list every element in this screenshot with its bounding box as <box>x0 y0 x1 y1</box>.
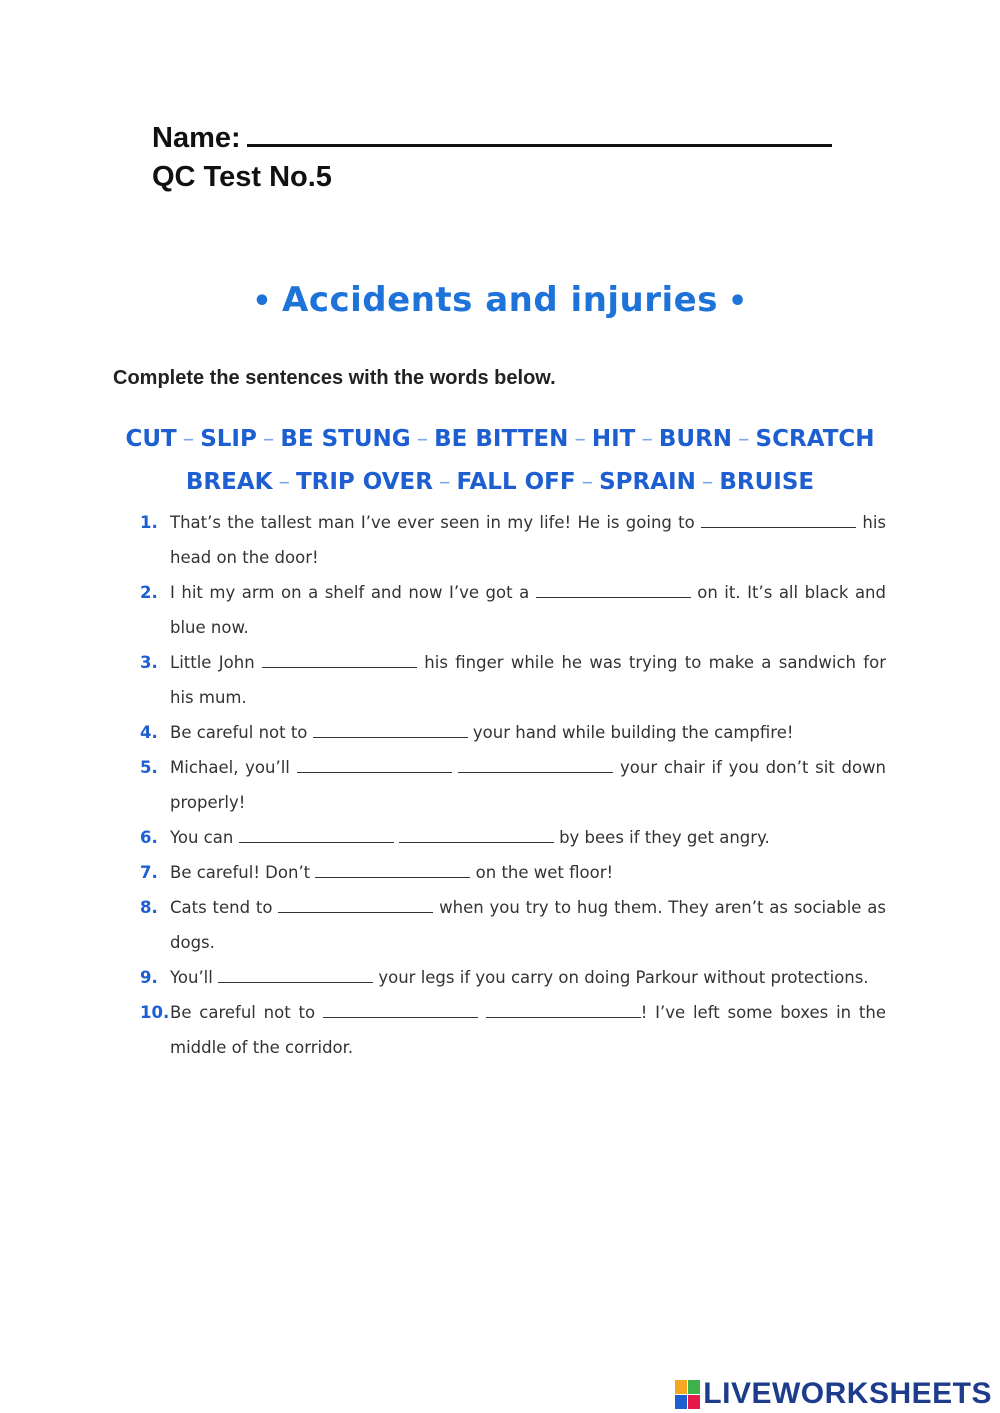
answer-blank[interactable] <box>297 758 452 773</box>
question-text-part: Michael, you’ll <box>170 758 297 777</box>
question-text-part: I hit my arm on a shelf and now I’ve got a <box>170 583 536 602</box>
answer-blank[interactable] <box>701 513 856 528</box>
question-number: 9. <box>140 968 158 987</box>
question-text-part: Be careful not to <box>170 1003 323 1022</box>
word-bank-row-2 <box>0 461 1000 504</box>
word-bank-separator: – <box>262 426 275 452</box>
question-item <box>140 855 886 890</box>
answer-blank[interactable] <box>313 723 468 738</box>
question-number: 7. <box>140 863 158 882</box>
question-text-part: your chair if you don’t sit down properly! <box>170 758 886 812</box>
question-text-part: your legs if you carry on doing Parkour without protections. <box>373 968 869 987</box>
question-text-part <box>452 758 459 777</box>
question-text-part: Be careful! Don’t <box>170 863 316 882</box>
question-text <box>170 960 886 995</box>
name-line <box>152 120 832 155</box>
word-bank-separator: – <box>574 426 586 452</box>
title-bullet-left: • <box>252 284 273 319</box>
question-text-part: when you try to hug them. They aren’t as sociable as dogs. <box>170 898 886 952</box>
question-text-part: You’ll <box>170 968 219 987</box>
question-text-part: his finger while he was trying to make a sandwich for his mum. <box>170 653 886 707</box>
title-bullet-right: • <box>727 284 748 319</box>
question-text <box>170 575 886 645</box>
question-item <box>140 750 886 820</box>
word-bank-word: BRUISE <box>719 469 815 495</box>
word-bank-word: TRIP OVER <box>295 469 433 495</box>
question-text-part: ! I’ve left some boxes in the middle of the corridor. <box>170 1003 886 1057</box>
question-list <box>140 505 886 1065</box>
worksheet-title <box>0 280 1000 320</box>
question-text-part: You can <box>170 828 239 847</box>
question-number: 4. <box>140 723 158 742</box>
word-bank-separator: – <box>738 426 750 452</box>
word-bank-word: BE STUNG <box>280 426 411 452</box>
question-text-part: Little John <box>170 653 262 672</box>
word-bank-row-1 <box>0 418 1000 461</box>
question-text-part <box>478 1003 486 1022</box>
word-bank <box>0 418 1000 504</box>
answer-blank[interactable] <box>239 828 394 843</box>
answer-blank[interactable] <box>315 863 470 878</box>
question-text <box>170 750 886 820</box>
question-text <box>170 995 886 1065</box>
word-bank-word: HIT <box>591 426 636 452</box>
instructions: Complete the sentences with the words below. <box>113 367 556 389</box>
worksheet-header <box>152 120 832 194</box>
word-bank-separator: – <box>278 469 290 495</box>
title-text: Accidents and injuries <box>282 280 718 320</box>
question-text-part: by bees if they get angry. <box>553 828 770 847</box>
word-bank-word: BREAK <box>185 469 273 495</box>
word-bank-separator: – <box>581 469 594 495</box>
word-bank-word: CUT <box>125 426 177 452</box>
question-text-part: his head on the door! <box>170 513 886 567</box>
question-item <box>140 715 886 750</box>
word-bank-separator: – <box>438 469 451 495</box>
word-bank-word: SPRAIN <box>599 469 696 495</box>
logo-text: LIVEWORKSHEETS <box>703 1377 992 1410</box>
liveworksheets-logo <box>675 1377 992 1411</box>
answer-blank[interactable] <box>399 828 554 843</box>
logo-mark-icon <box>675 1380 700 1409</box>
word-bank-word: FALL OFF <box>456 469 576 495</box>
question-item <box>140 995 886 1065</box>
answer-blank[interactable] <box>486 1003 641 1018</box>
answer-blank[interactable] <box>323 1003 478 1018</box>
word-bank-word: BE BITTEN <box>434 426 569 452</box>
word-bank-separator: – <box>182 426 195 452</box>
question-item <box>140 575 886 645</box>
answer-blank[interactable] <box>218 968 373 983</box>
question-text <box>170 645 886 715</box>
answer-blank[interactable] <box>536 583 691 598</box>
question-number: 8. <box>140 898 158 917</box>
word-bank-separator: – <box>416 426 429 452</box>
question-text-part: on the wet floor! <box>470 863 614 882</box>
question-item <box>140 890 886 960</box>
word-bank-word: SLIP <box>200 426 257 452</box>
question-item <box>140 645 886 715</box>
question-text-part: Cats tend to <box>170 898 279 917</box>
question-text <box>170 820 886 855</box>
test-title: QC Test No.5 <box>152 161 332 193</box>
word-bank-separator: – <box>641 426 653 452</box>
word-bank-word: BURN <box>658 426 733 452</box>
question-item <box>140 820 886 855</box>
question-text-part: your hand while building the campfire! <box>467 723 794 742</box>
question-number: 2. <box>140 583 158 602</box>
question-item <box>140 960 886 995</box>
question-item <box>140 505 886 575</box>
answer-blank[interactable] <box>278 898 433 913</box>
question-number: 1. <box>140 513 158 532</box>
question-number: 10. <box>140 1003 170 1022</box>
question-text-part: Be careful not to <box>170 723 313 742</box>
question-text <box>170 715 886 750</box>
question-number: 3. <box>140 653 158 672</box>
question-number: 5. <box>140 758 158 777</box>
question-text <box>170 855 886 890</box>
question-text-part: That’s the tallest man I’ve ever seen in my life! He is going to <box>170 513 702 532</box>
question-text-part: on it. It’s all black and blue now. <box>170 583 886 637</box>
word-bank-separator: – <box>701 469 714 495</box>
name-label: Name: <box>152 122 241 154</box>
question-text <box>170 505 886 575</box>
answer-blank[interactable] <box>262 653 417 668</box>
question-number: 6. <box>140 828 158 847</box>
word-bank-word: SCRATCH <box>755 426 875 452</box>
answer-blank[interactable] <box>458 758 613 773</box>
name-blank[interactable] <box>247 120 832 147</box>
question-text <box>170 890 886 960</box>
